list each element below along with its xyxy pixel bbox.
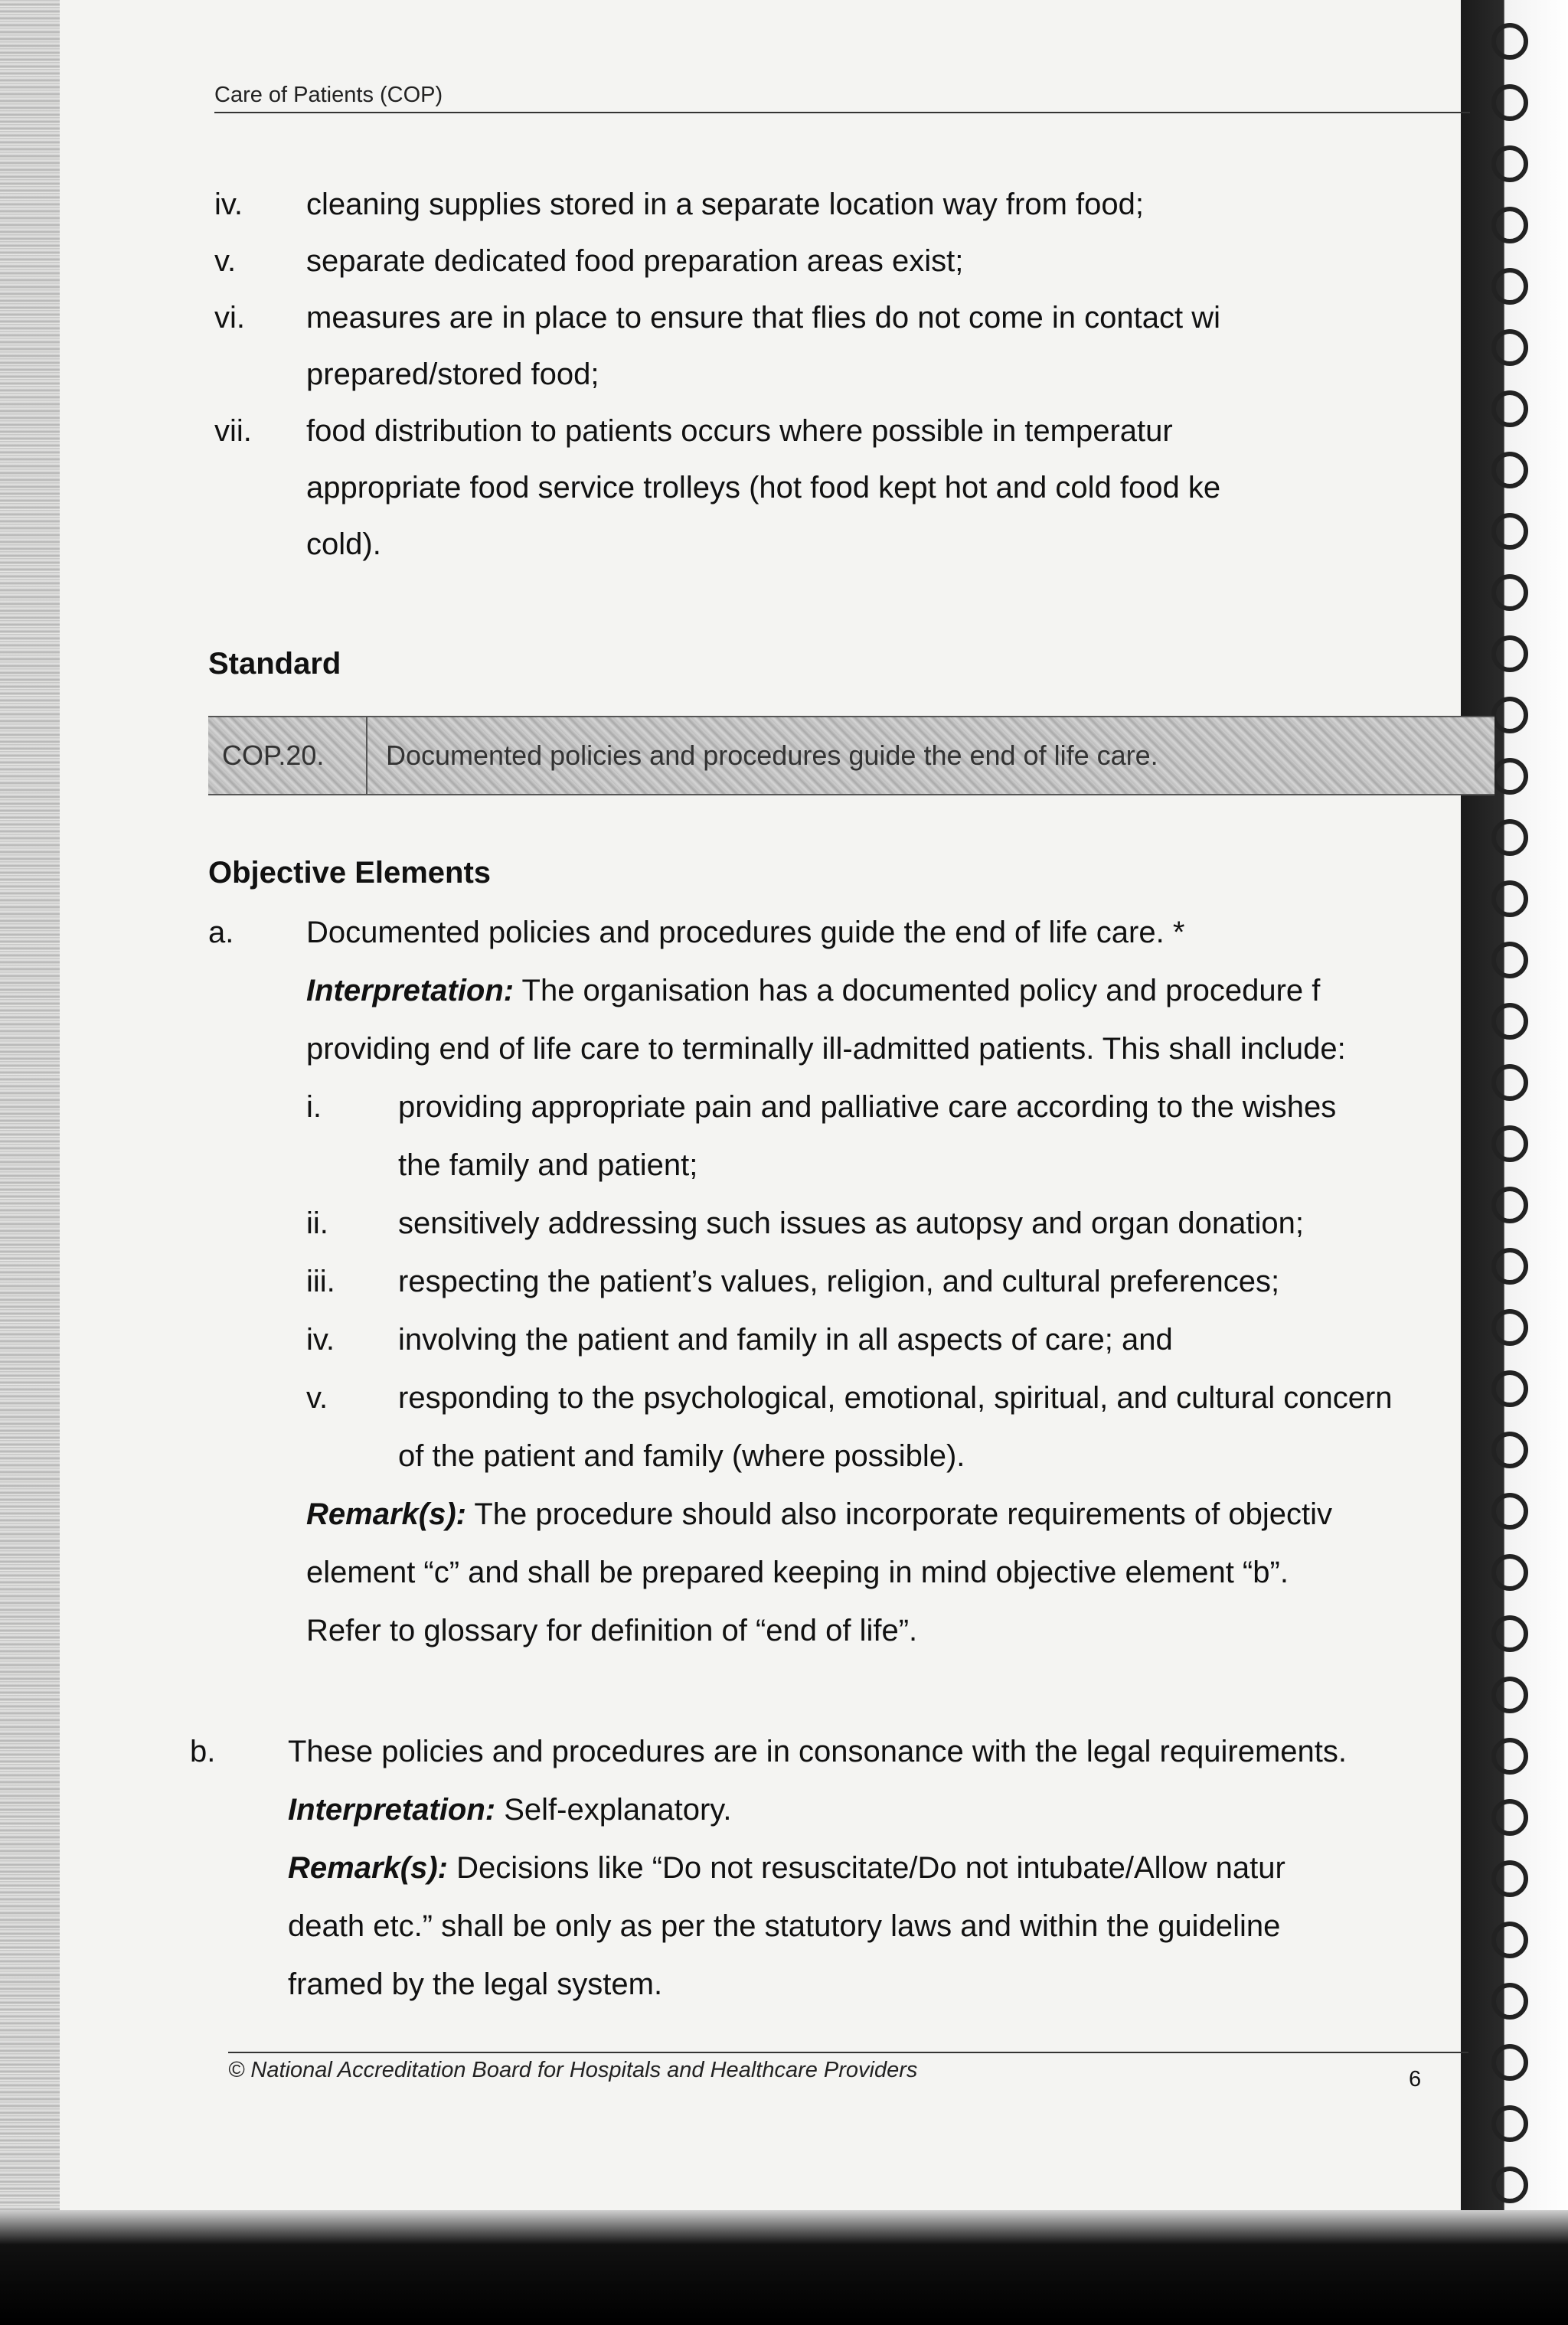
element-a [208, 903, 1494, 1660]
binding-ring [1491, 1248, 1528, 1285]
item-text: separate dedicated food preparation areas exist; [306, 244, 964, 278]
item-text: involving the patient and family in all aspects of care; and [398, 1323, 1173, 1357]
binding-ring [1491, 207, 1528, 243]
list-item [214, 233, 1455, 289]
item-number: iv. [306, 1323, 335, 1357]
binding-ring [1491, 329, 1528, 366]
remark-cont: framed by the legal system. [288, 1967, 663, 2001]
page-number: 6 [1409, 2067, 1422, 2092]
interpretation-text: Self-explanatory. [495, 1793, 732, 1827]
item-text-cont: cold). [306, 527, 381, 561]
binding-ring [1491, 574, 1528, 611]
remark [306, 1485, 1494, 1543]
document-page [92, 0, 1462, 2189]
remark [288, 1839, 1491, 1897]
item-text: respecting the patient’s values, religion, and cultural preferences; [398, 1265, 1280, 1298]
binding-ring [1491, 819, 1528, 856]
item-text: providing appropriate pain and palliative care according to the wishes [398, 1090, 1337, 1124]
item-text-cont: appropriate food service trolleys (hot food kept hot and cold food ke [306, 471, 1221, 505]
binding-ring [1491, 1615, 1528, 1652]
item-text: food distribution to patients occurs where possible in temperatur [306, 414, 1173, 448]
binding-ring [1491, 1432, 1528, 1468]
binding-ring [1491, 1922, 1528, 1958]
list-item [306, 1194, 1494, 1252]
binding-ring [1491, 1187, 1528, 1223]
remark-label: Remark(s): [288, 1851, 448, 1885]
interpretation-label: Interpretation: [306, 974, 514, 1007]
binding-ring [1491, 635, 1528, 672]
item-number: iv. [214, 188, 243, 221]
binding-ring [1491, 880, 1528, 917]
interpretation [306, 962, 1494, 1020]
objective-heading: Objective Elements [208, 856, 492, 890]
binding-ring [1491, 1309, 1528, 1346]
binding-ring [1491, 1677, 1528, 1713]
item-number: i. [306, 1090, 322, 1124]
list-item [306, 1369, 1494, 1485]
interpretation-label: Interpretation: [288, 1793, 496, 1827]
item-number: v. [306, 1381, 328, 1415]
list-item [306, 1311, 1494, 1369]
interpretation [288, 1781, 1491, 1839]
binding-ring [1491, 1554, 1528, 1591]
standard-code: COP.20. [208, 717, 368, 794]
binding-ring [1491, 1738, 1528, 1775]
item-number: vii. [214, 414, 252, 448]
binding-ring [1491, 758, 1528, 795]
element-b [190, 1723, 1491, 2013]
interpretation-cont: providing end of life care to terminally ill-admitted patients. This shall include: [306, 1032, 1346, 1066]
item-text-cont: prepared/stored food; [306, 358, 599, 391]
binding-ring [1491, 390, 1528, 427]
binding-ring [1491, 1003, 1528, 1040]
binding-ring [1491, 268, 1528, 305]
remark-cont: element “c” and shall be prepared keeping in mind objective element “b”. [306, 1556, 1289, 1589]
binding-ring [1491, 513, 1528, 550]
binding-ring [1491, 145, 1528, 182]
item-text: cleaning supplies stored in a separate location way from food; [306, 188, 1144, 221]
binding-ring [1491, 1125, 1528, 1162]
standard-banner [208, 716, 1494, 795]
binding-ring [1491, 1860, 1528, 1897]
binding-ring [1491, 452, 1528, 488]
element-label: b. [190, 1735, 216, 1768]
list-item [214, 176, 1455, 233]
binding-ring [1491, 1064, 1528, 1101]
header-rule [214, 112, 1470, 113]
binding-ring [1491, 1493, 1528, 1530]
binding-ring [1491, 1799, 1528, 1836]
item-number: vi. [214, 301, 245, 335]
binding-ring [1491, 1370, 1528, 1407]
sub-list [306, 1078, 1494, 1485]
scan-edge-left [0, 0, 60, 2325]
running-head: Care of Patients (COP) [214, 83, 443, 107]
standard-text: Documented policies and procedures guide the end of life care. [386, 740, 1158, 771]
item-text-cont: of the patient and family (where possible). [398, 1439, 965, 1473]
element-text: These policies and procedures are in consonance with the legal requirements. [288, 1735, 1348, 1768]
element-label: a. [208, 916, 234, 949]
scan-edge-bottom [0, 2210, 1568, 2325]
remark-cont: death etc.” shall be only as per the statutory laws and within the guideline [288, 1909, 1281, 1943]
item-number: v. [214, 244, 237, 278]
footer-rule [228, 2052, 1468, 2053]
binding-ring [1491, 23, 1528, 60]
binding-ring [1491, 1983, 1528, 2020]
list-item [306, 1252, 1494, 1311]
item-text: responding to the psychological, emotional, spiritual, and cultural concern [398, 1381, 1393, 1415]
binding-ring [1491, 2105, 1528, 2142]
item-text: sensitively addressing such issues as autopsy and organ donation; [398, 1207, 1304, 1240]
element-text: Documented policies and procedures guide the end of life care. * [306, 916, 1185, 949]
standard-heading: Standard [208, 647, 341, 681]
item-text: measures are in place to ensure that flies do not come in contact wi [306, 301, 1220, 335]
item-text-cont: the family and patient; [398, 1148, 698, 1182]
binding-ring [1491, 2044, 1528, 2081]
remark-cont: Refer to glossary for definition of “end of life”. [306, 1614, 918, 1647]
binding-ring [1491, 697, 1528, 733]
binding-ring [1491, 942, 1528, 978]
interpretation-text: The organisation has a documented policy and procedure f [514, 974, 1321, 1007]
remark-label: Remark(s): [306, 1497, 466, 1531]
prior-list [214, 176, 1455, 573]
item-number: ii. [306, 1207, 328, 1240]
remark-text: The procedure should also incorporate requirements of objectiv [466, 1497, 1332, 1531]
remark-text: Decisions like “Do not resuscitate/Do not intubate/Allow natur [447, 1851, 1285, 1885]
list-item [214, 403, 1455, 573]
binding-ring [1491, 2167, 1528, 2203]
list-item [306, 1078, 1494, 1194]
item-number: iii. [306, 1265, 335, 1298]
footer-copyright: © National Accreditation Board for Hospitals and Healthcare Providers [228, 2058, 918, 2082]
list-item [214, 289, 1455, 403]
binding-ring [1491, 84, 1528, 121]
